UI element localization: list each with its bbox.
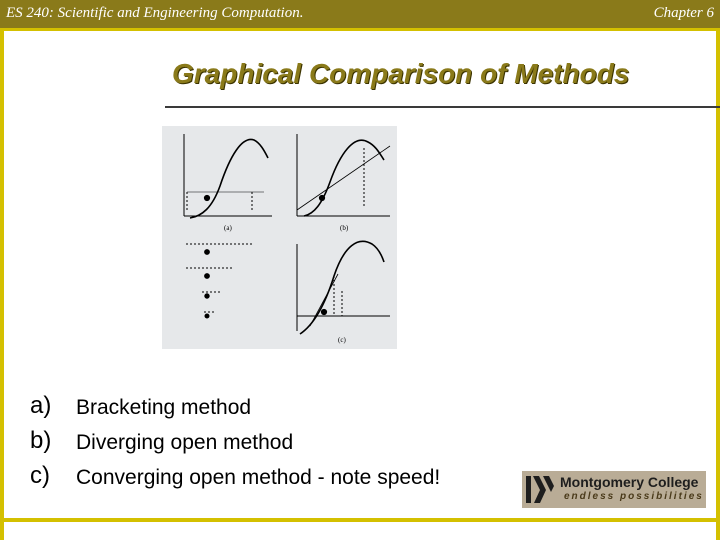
list-marker: c) [30,462,50,489]
method-comparison-figure [162,126,397,349]
course-title: ES 240: Scientific and Engineering Computation. [6,5,304,21]
frame-bottom [0,518,720,522]
slide-title: Graphical Comparison of Methods [172,58,630,89]
panel-c-plot [297,241,390,334]
logo-name: Montgomery College [560,474,699,490]
slide-header [0,0,720,28]
panel-c-intervals [186,244,254,318]
chapter-label: Chapter 6 [653,5,714,21]
list-text: Converging open method - note speed! [76,466,441,489]
panel-b-label: (b) [340,224,349,232]
frame-top [4,28,716,31]
panel-a-plot [184,134,272,218]
list-marker: b) [30,427,52,454]
frame-right [716,28,720,540]
panel-c-label: (c) [338,336,346,344]
panel-a-label: (a) [224,224,232,232]
title-divider [165,106,720,108]
panel-b-plot [297,134,390,216]
college-logo-icon [526,476,554,503]
montgomery-college-logo [522,471,706,508]
frame-left [0,28,4,540]
list-marker: a) [30,392,52,419]
logo-tagline: endless possibilities [564,491,704,502]
list-text: Diverging open method [76,431,294,454]
list-text: Bracketing method [76,396,252,419]
figure-graphics [162,126,397,349]
